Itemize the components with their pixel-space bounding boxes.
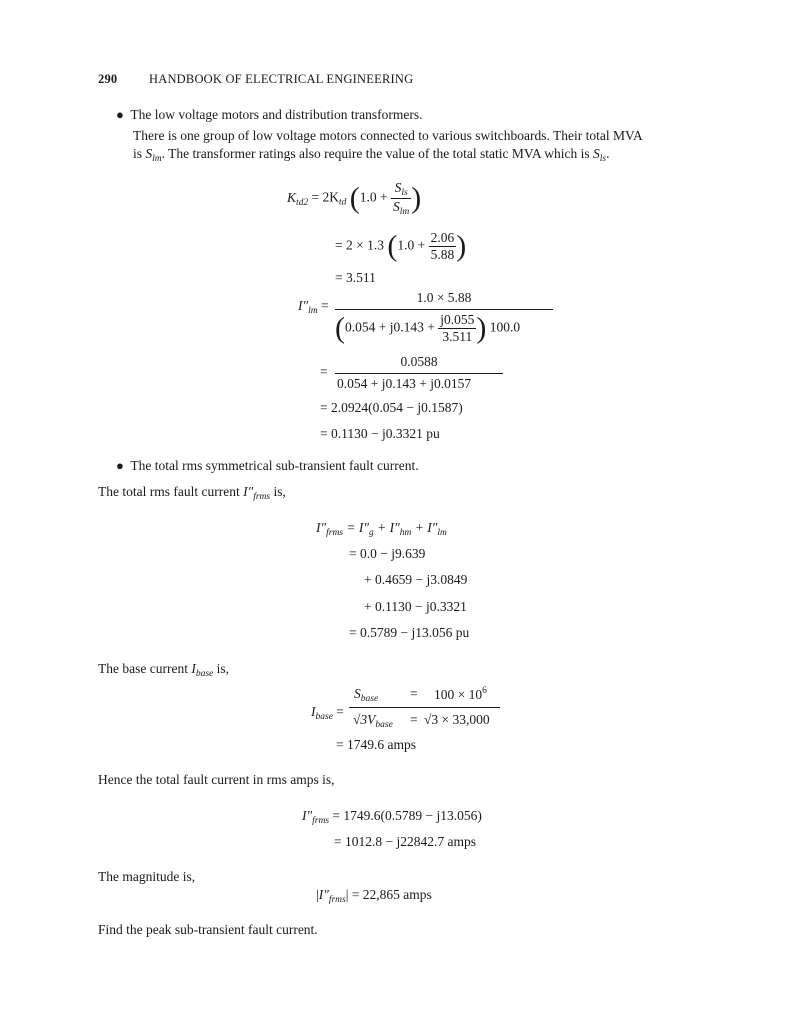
equation-line: = 1749.6 amps xyxy=(336,737,416,752)
equation-ktd2: $K_{td2} = 2K_{td}$ (1.0 + $\frac{S_{ls}}{S_{lm}}$ ) xyxy=(287,180,422,217)
paragraph-line: The total rms fault current $I''_{frms}$ is, xyxy=(98,484,286,502)
paragraph-line: The magnitude is, xyxy=(98,869,196,884)
equation-line: + 0.1130 − j0.3321 xyxy=(364,599,467,614)
fraction-denominator: $√3V_{base}$ xyxy=(353,712,393,730)
bullet-icon: ● xyxy=(116,458,124,473)
equation-ilm-lhs: $I''_{lm}$ = xyxy=(298,298,329,316)
fraction-numerator: 1.0 × 5.88 xyxy=(416,290,472,305)
equation-line: + 0.4659 − j3.0849 xyxy=(364,572,468,587)
fraction-numerator: 0.0588 xyxy=(400,354,438,369)
paragraph-line: Hence the total fault current in rms amps is, xyxy=(98,772,335,787)
fraction-numerator: $S_{base}$ xyxy=(354,686,379,704)
fraction-denominator: √3 × 33,000 xyxy=(424,712,490,727)
fraction-bar xyxy=(335,373,503,374)
equation-line: = 3.511 xyxy=(335,270,376,285)
equation-line: $I''_{frms} = 1749.6(0.5789 - j13.056)$ xyxy=(302,808,482,826)
equation-line: = 2.0924(0.054 − j0.1587) xyxy=(320,400,463,415)
equals-sign: = xyxy=(410,712,418,727)
bullet-item-2 xyxy=(116,458,419,474)
paragraph-line: is $S_{lm}$. The transformer ratings also require the value of the total static MVA which is $S_{ls}$. xyxy=(133,146,610,164)
equation-line: = 2 × 1.3 (1.0 + $\frac{2.06}{5.88}$ ) xyxy=(335,229,467,263)
fraction-bar xyxy=(349,707,500,708)
paragraph-line: There is one group of low voltage motors connected to various switchboards. Their total MVA xyxy=(133,128,643,143)
fraction-denominator: 0.054 + j0.143 + j0.0157 xyxy=(337,376,472,391)
equals-sign: = xyxy=(320,364,328,379)
fraction-bar xyxy=(335,309,553,310)
paragraph-line: Find the peak sub-transient fault current. xyxy=(98,922,318,937)
equation-ibase-lhs: $I_{base}$ = xyxy=(311,704,344,722)
fraction-numerator: $100 \times 10^6$ xyxy=(434,686,487,702)
bullet-heading: The total rms symmetrical sub-transient fault current. xyxy=(130,458,419,473)
equation-line: = 1012.8 − j22842.7 amps xyxy=(334,834,476,849)
bullet-heading: The low voltage motors and distribution transformers. xyxy=(130,107,423,122)
equals-sign: = xyxy=(410,686,418,701)
running-head: HANDBOOK OF ELECTRICAL ENGINEERING xyxy=(149,72,414,86)
bullet-item-1 xyxy=(116,107,422,123)
paragraph-line: The base current $I_{base}$ is, xyxy=(98,661,230,679)
equation-line: = 0.5789 − j13.056 pu xyxy=(349,625,470,640)
equation-line: = 0.1130 − j0.3321 pu xyxy=(320,426,440,441)
equation-line: = 0.0 − j9.639 xyxy=(349,546,426,561)
bullet-icon: ● xyxy=(116,107,124,122)
page-number: 290 xyxy=(98,72,118,86)
equation-line: $|I''_{frms}| = 22,865$ amps xyxy=(316,887,432,905)
fraction-denominator: (0.054 + j0.143 + $\frac{j0.055}{3.511}$ ) 100.0 xyxy=(335,311,521,345)
equation-fault-sum: $I''_{frms} = I''_g + I''_{hm} + I''_{lm}$ xyxy=(316,520,447,538)
